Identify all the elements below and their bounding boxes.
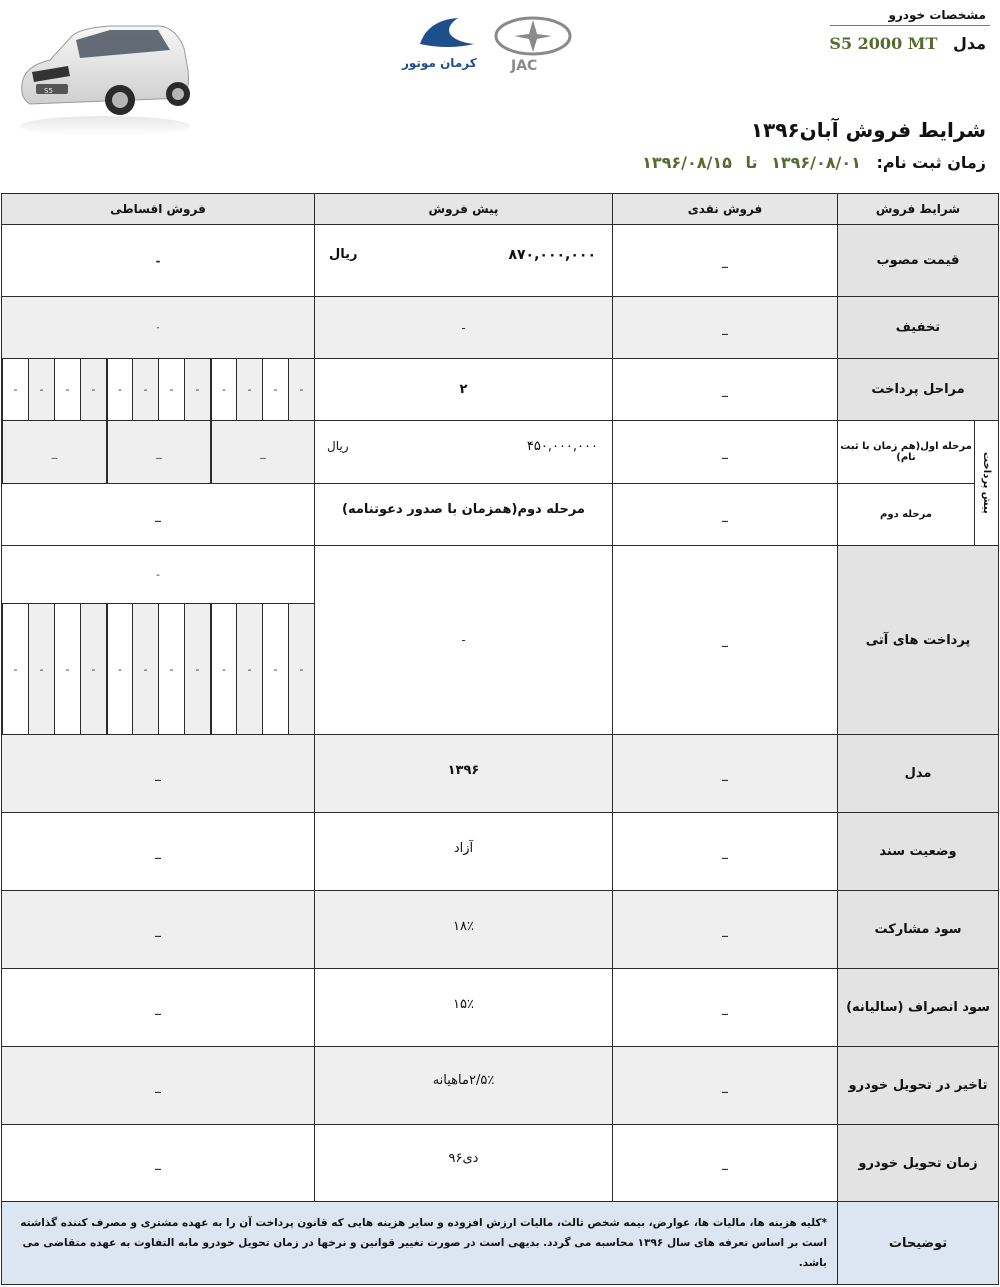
model-cash: _ (612, 734, 838, 813)
delay-cash: _ (612, 1046, 838, 1125)
page-title: شرایط فروش آبان۱۳۹۶ (750, 118, 986, 142)
first-cash: _ (612, 420, 838, 484)
future-sub-cell: - (2, 604, 28, 734)
second-cash: _ (612, 483, 838, 546)
doc-presale: آزاد (314, 812, 613, 891)
future-sub-cell: - (210, 604, 236, 734)
header-cash: فروش نقدی (612, 193, 838, 225)
first-installment (1, 420, 315, 484)
stages-sub-cell: - (158, 359, 184, 420)
notes-text: *کلیه هزینه ها، مالیات ها، عوارض، بیمه شخص ثالث، مالیات ارزش افزوده و سایر هزینه هایی که قانون پرداخت آن را به عهده مشتری و مصرف کننده گذاشته است بر اساس تعرفه های سال ۱۳۹۶ محاسبه می گردد. بدیهی است در صورت تغییر قوانین و نرخها در زمان تحویل خودرو مابه التفاوت به عهده متقاضی می باشد. (1, 1201, 838, 1285)
first-amount: ۴۵۰,۰۰۰,۰۰۰ (526, 439, 598, 454)
future-sub-cell: - (132, 604, 158, 734)
row-label-model: مدل (837, 734, 999, 813)
discount-presale: - (314, 296, 613, 359)
price-presale (314, 224, 613, 297)
prepayment-group-label: پیش پرداخت (981, 452, 992, 514)
reg-sep: تا (745, 153, 758, 172)
row-label-stages: مراحل پرداخت (837, 358, 999, 421)
stages-installment (1, 358, 315, 421)
stages-sub-cell: - (132, 359, 158, 420)
future-installment (1, 545, 315, 735)
row-label-notes: توضیحات (837, 1201, 999, 1285)
header-presale: پیش فروش (314, 193, 613, 225)
model-value: S5 2000 MT (829, 34, 938, 53)
future-sub-cell: - (184, 604, 210, 734)
stages-sub-cell: - (106, 359, 132, 420)
future-sub-cell: - (54, 604, 80, 734)
stages-sub-cell: - (2, 359, 28, 420)
cancel-cash: _ (612, 968, 838, 1047)
model-row (829, 34, 986, 53)
reg-to: ۱۳۹۶/۰۸/۱۵ (642, 153, 732, 172)
future-sub-cell: - (288, 604, 314, 734)
second-installment: _ (1, 483, 315, 546)
doc-cash: _ (612, 812, 838, 891)
cancel-presale: ۱۵٪ (314, 968, 613, 1047)
future-installment-top: - (2, 546, 314, 604)
registration-period (642, 153, 986, 172)
discount-installment: - (1, 296, 315, 359)
reg-from: ۱۳۹۶/۰۸/۰۱ (771, 153, 861, 172)
future-sub-cell: - (28, 604, 54, 734)
profit-installment: _ (1, 890, 315, 969)
row-label-second-stage: مرحله دوم (837, 483, 975, 546)
stages-sub-cell: - (28, 359, 54, 420)
car-image (10, 14, 195, 144)
first-presale (314, 420, 613, 484)
spec-label: مشخصات خودرو (888, 8, 986, 22)
future-cash: _ (612, 545, 838, 735)
row-label-cancellation-profit: سود انصراف (سالیانه) (837, 968, 999, 1047)
row-label-future-payments: پرداخت های آتی (837, 545, 999, 735)
profit-cash: _ (612, 890, 838, 969)
price-installment: - (1, 224, 315, 297)
model-presale: ۱۳۹۶ (314, 734, 613, 813)
row-label-delivery-delay: تاخیر در تحویل خودرو (837, 1046, 999, 1125)
future-sub-cell: - (158, 604, 184, 734)
first-unit: ریال (327, 439, 349, 453)
model-label: مدل (952, 34, 986, 53)
row-label-price: قیمت مصوب (837, 224, 999, 297)
first-sub-cell: _ (106, 421, 210, 483)
row-label-delivery-time: زمان تحویل خودرو (837, 1124, 999, 1202)
future-sub-cell: - (80, 604, 106, 734)
model-installment: _ (1, 734, 315, 813)
price-unit: ریال (329, 247, 358, 262)
first-sub-cell: _ (2, 421, 106, 483)
header-conditions: شرایط فروش (837, 193, 999, 225)
future-sub-cell: - (262, 604, 288, 734)
delay-installment: _ (1, 1046, 315, 1125)
jac-logo (492, 14, 574, 74)
future-presale: - (314, 545, 613, 735)
discount-cash: _ (612, 296, 838, 359)
delivery-presale: دی۹۶ (314, 1124, 613, 1202)
cancel-installment: _ (1, 968, 315, 1047)
stages-presale: ۲ (314, 358, 613, 421)
second-presale: مرحله دوم(همزمان با صدور دعوتنامه) (314, 483, 613, 546)
row-label-first-stage: مرحله اول(هم زمان با ثبت نام) (837, 420, 975, 484)
stages-sub-cell: - (184, 359, 210, 420)
price-cash: _ (612, 224, 838, 297)
stages-sub-cell: - (288, 359, 314, 420)
divider (830, 25, 990, 26)
stages-sub-cell: - (262, 359, 288, 420)
car-badge: S5 (44, 87, 53, 95)
brand-name: JAC (511, 58, 538, 74)
doc-installment: _ (1, 812, 315, 891)
price-amount: ۸۷۰,۰۰۰,۰۰۰ (508, 247, 596, 263)
first-sub-cell: _ (210, 421, 314, 483)
header-installment: فروش اقساطی (1, 193, 315, 225)
stages-sub-cell: - (80, 359, 106, 420)
stages-sub-cell: - (236, 359, 262, 420)
reg-label: زمان ثبت نام: (876, 153, 986, 172)
delivery-installment: _ (1, 1124, 315, 1202)
delay-presale: ۲/۵٪ماهیانه (314, 1046, 613, 1125)
prepayment-group (974, 420, 999, 546)
delivery-cash: _ (612, 1124, 838, 1202)
future-sub-cell: - (236, 604, 262, 734)
stages-sub-cell: - (210, 359, 236, 420)
stages-cash: _ (612, 358, 838, 421)
future-sub-cell: - (106, 604, 132, 734)
dealer-name: کرمان موتور (402, 56, 477, 70)
stages-sub-cell: - (54, 359, 80, 420)
row-label-partnership-profit: سود مشارکت (837, 890, 999, 969)
row-label-document-status: وضعیت سند (837, 812, 999, 891)
dealer-logo (398, 14, 484, 74)
row-label-discount: تخفیف (837, 296, 999, 359)
profit-presale: ۱۸٪ (314, 890, 613, 969)
